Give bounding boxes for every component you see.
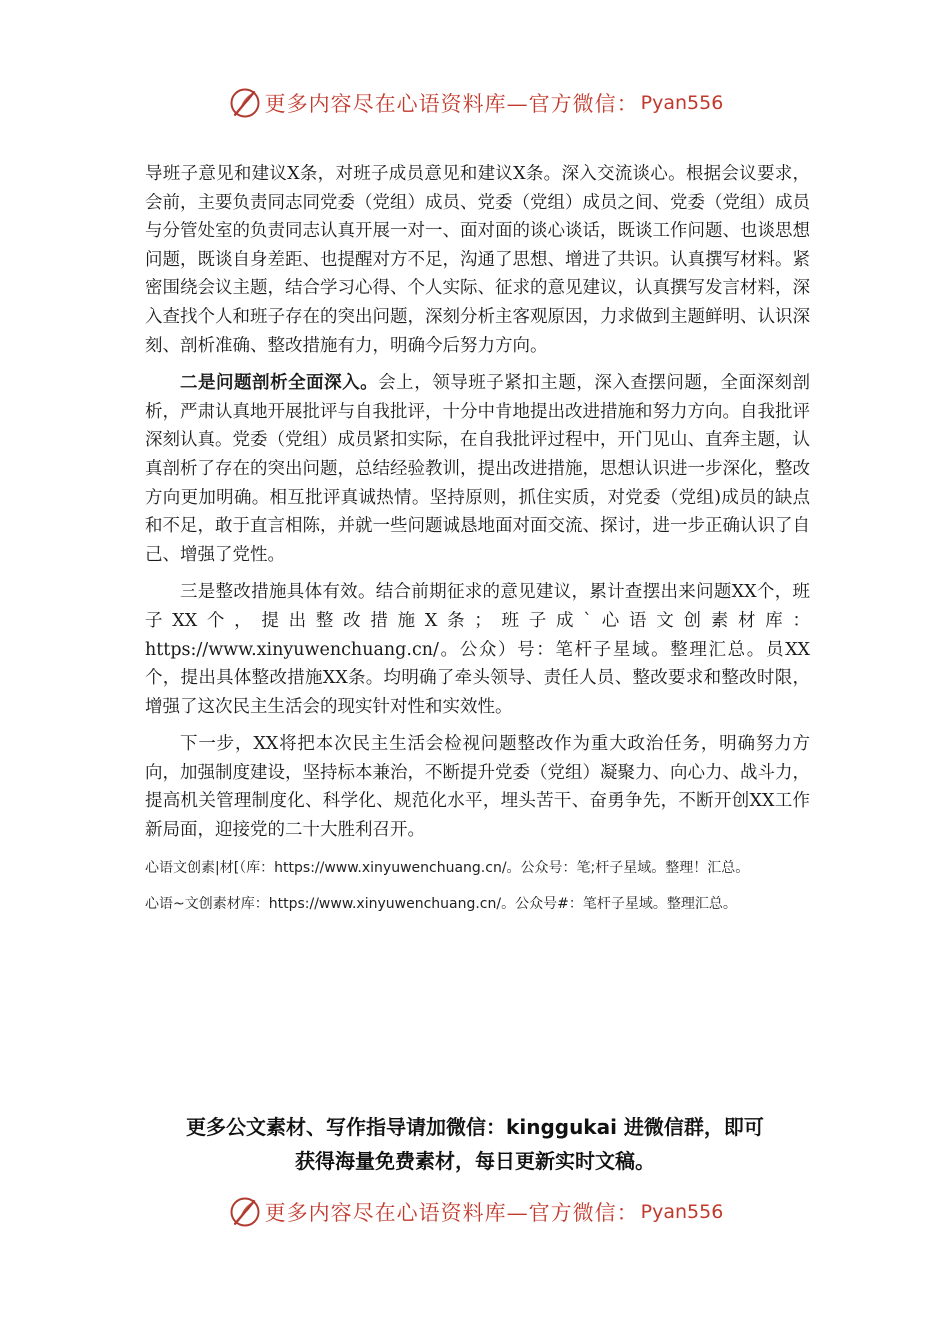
quill-logo-icon bbox=[227, 1194, 263, 1230]
banner-wechat-id: Pyan556 bbox=[640, 1201, 724, 1223]
paragraph bbox=[145, 730, 810, 844]
document-body bbox=[145, 160, 810, 926]
banner-text: 更多内容尽在心语资料库—官方微信： bbox=[264, 1201, 639, 1225]
paragraph-text: 下一步，XX将把本次民主生活会检视问题整改作为重大政治任务，明确努力方向，加强制度建设，坚持标本兼治，不断提升党委（党组）凝聚力、向心力、战斗力，提高机关管理制度化、科学化、规范化水平，埋头苦干、奋勇争先，不断开创XX工作新局面，迎接党的二十大胜利召开。 bbox=[145, 734, 810, 841]
paragraph-heading: 二是问题剖析全面深入。 bbox=[180, 373, 379, 394]
paragraph bbox=[145, 369, 810, 569]
promo-line: 获得海量免费素材，每日更新实时文稿。 bbox=[295, 1149, 655, 1173]
paragraph bbox=[145, 160, 810, 360]
watermark-note: 心语~文创素材库：https://www.xinyuwenchuang.cn/。公众号#：笔杆子星域。整理汇总。 bbox=[145, 895, 737, 912]
promo-line: 更多公文素材、写作指导请加微信：kinggukai 进微信群，即可 bbox=[186, 1115, 764, 1139]
footer-banner bbox=[0, 1192, 950, 1232]
promo-block bbox=[100, 1110, 850, 1178]
banner-wechat-id: Pyan556 bbox=[640, 92, 724, 114]
header-banner bbox=[0, 83, 950, 123]
paragraph bbox=[145, 578, 810, 721]
paragraph-text: 会上，领导班子紧扣主题，深入查摆问题，全面深刻剖析，严肃认真地开展批评与自我批评，十分中肯地提出改进措施和努力方向。自我批评深刻认真。党委（党组）成员紧扣实际，在自我批评过程中，开门见山、直奔主题，认真剖析了存在的突出问题，总结经验教训，提出改进措施，思想认识进一步深化，整改方向更加明确。相互批评真诚热情。坚持原则，抓住实质，对党委（党组)成员的缺点和不足，敢于直言相陈，并就一些问题诚恳地面对面交流、探讨，进一步正确认识了自己、增强了党性。 bbox=[145, 373, 811, 565]
paragraph-text: 三是整改措施具体有效。结合前期征求的意见建议，累计查摆出来问题XX个，班子XX个，提出整改措施X条；班子成`心语文创素材库：https://www.xinyuwenchuang.cn/。公众）号：笔杆子星域。整理汇总。员XX个，提出具体整改措施XX条。均明确了牵头领导、责任人员、整改要求和整改时限，增强了这次民主生活会的现实针对性和实效性。 bbox=[145, 582, 810, 717]
paragraph-text: 导班子意见和建议X条，对班子成员意见和建议X条。深入交流谈心。根据会议要求，会前，主要负责同志同党委（党组）成员、党委（党组）成员之间、党委（党组）成员与分管处室的负责同志认真开展一对一、面对面的谈心谈话，既谈工作问题、也谈思想问题，既谈自身差距、也提醒对方不足，沟通了思想、增进了共识。认真撰写材料。紧密围绕会议主题，结合学习心得、个人实际、征求的意见建议，认真撰写发言材料，深入查找个人和班子存在的突出问题，深刻分析主客观原因，力求做到主题鲜明、认识深刻、剖析准确、整改措施有力，明确今后努力方向。 bbox=[145, 164, 810, 356]
banner-text: 更多内容尽在心语资料库—官方微信： bbox=[264, 92, 639, 116]
quill-logo-icon bbox=[227, 85, 263, 121]
watermark-note: 心语文创素|材[（库：https://www.xinyuwenchuang.cn/。公众号：笔;杆子星域。整理！汇总。 bbox=[145, 859, 750, 876]
